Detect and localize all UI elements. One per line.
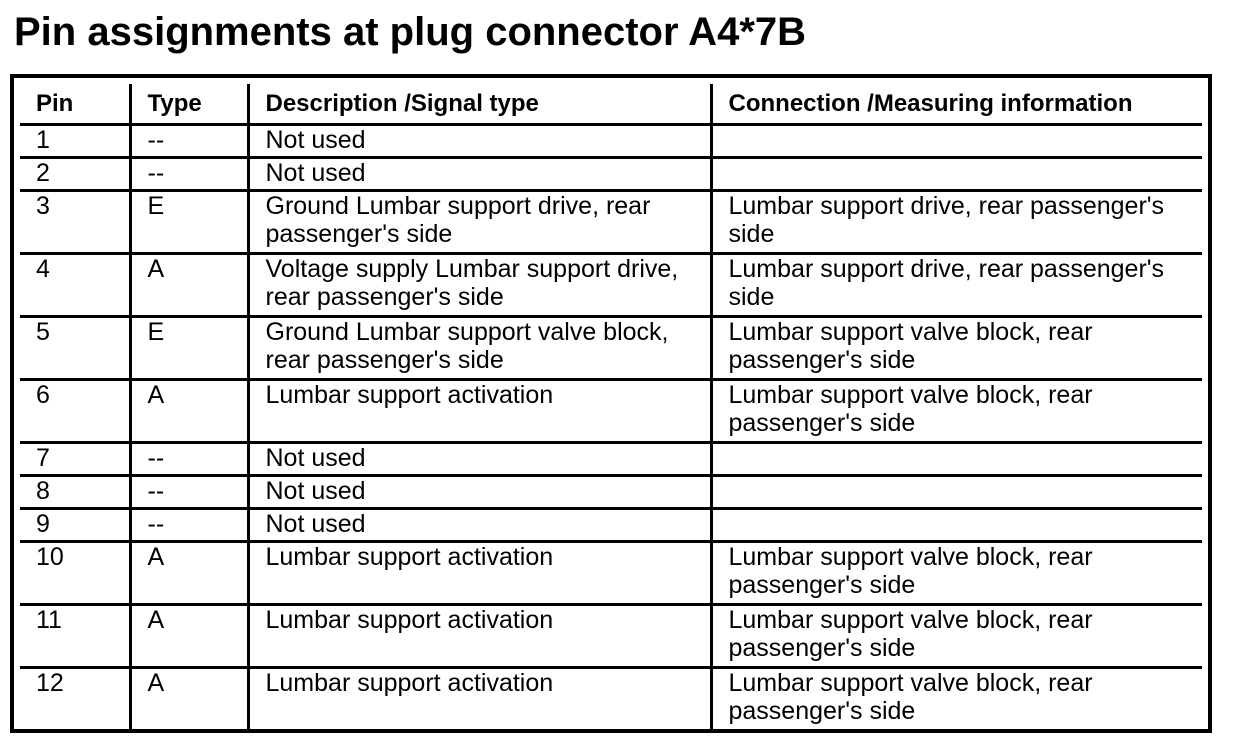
cell-pin: 8 — [20, 475, 130, 508]
cell-description: Voltage supply Lumbar support drive, rear passenger's side — [248, 253, 711, 316]
pin-table-frame — [10, 74, 1212, 733]
cell-type: E — [130, 190, 248, 253]
cell-connection: Lumbar support valve block, rear passenger's side — [711, 316, 1202, 379]
cell-type: A — [130, 253, 248, 316]
cell-pin: 11 — [20, 604, 130, 667]
cell-type: E — [130, 316, 248, 379]
cell-connection: Lumbar support valve block, rear passenger's side — [711, 541, 1202, 604]
cell-type: -- — [130, 442, 248, 475]
cell-description: Not used — [248, 124, 711, 157]
cell-pin: 3 — [20, 190, 130, 253]
cell-pin: 2 — [20, 157, 130, 190]
table-row — [20, 508, 1202, 541]
cell-connection: Lumbar support valve block, rear passenger's side — [711, 667, 1202, 730]
cell-connection — [711, 157, 1202, 190]
header-description: Description /Signal type — [248, 84, 711, 124]
table-row — [20, 667, 1202, 730]
cell-connection: Lumbar support drive, rear passenger's side — [711, 253, 1202, 316]
table-row — [20, 442, 1202, 475]
cell-type: A — [130, 379, 248, 442]
header-pin: Pin — [20, 84, 130, 124]
header-type: Type — [130, 84, 248, 124]
cell-type: -- — [130, 124, 248, 157]
cell-description: Lumbar support activation — [248, 541, 711, 604]
header-connection: Connection /Measuring information — [711, 84, 1202, 124]
table-row — [20, 475, 1202, 508]
cell-pin: 12 — [20, 667, 130, 730]
cell-description: Lumbar support activation — [248, 667, 711, 730]
cell-connection — [711, 508, 1202, 541]
cell-connection — [711, 442, 1202, 475]
cell-pin: 7 — [20, 442, 130, 475]
cell-type: A — [130, 604, 248, 667]
cell-connection: Lumbar support valve block, rear passenger's side — [711, 379, 1202, 442]
cell-description: Not used — [248, 508, 711, 541]
pin-assignment-table — [20, 84, 1202, 730]
table-row — [20, 604, 1202, 667]
table-row — [20, 379, 1202, 442]
cell-connection: Lumbar support drive, rear passenger's side — [711, 190, 1202, 253]
cell-type: -- — [130, 508, 248, 541]
page-title: Pin assignments at plug connector A4*7B — [14, 10, 807, 54]
cell-type: -- — [130, 157, 248, 190]
table-header-row — [20, 84, 1202, 124]
table-row — [20, 253, 1202, 316]
cell-type: A — [130, 667, 248, 730]
cell-connection — [711, 124, 1202, 157]
cell-pin: 10 — [20, 541, 130, 604]
cell-pin: 4 — [20, 253, 130, 316]
table-row — [20, 124, 1202, 157]
cell-connection — [711, 475, 1202, 508]
cell-description: Not used — [248, 475, 711, 508]
cell-description: Ground Lumbar support drive, rear passenger's side — [248, 190, 711, 253]
table-row — [20, 157, 1202, 190]
table-row — [20, 541, 1202, 604]
table-row — [20, 316, 1202, 379]
cell-type: A — [130, 541, 248, 604]
cell-pin: 9 — [20, 508, 130, 541]
cell-description: Ground Lumbar support valve block, rear passenger's side — [248, 316, 711, 379]
cell-connection: Lumbar support valve block, rear passenger's side — [711, 604, 1202, 667]
cell-type: -- — [130, 475, 248, 508]
cell-description: Not used — [248, 157, 711, 190]
table-row — [20, 190, 1202, 253]
cell-pin: 6 — [20, 379, 130, 442]
cell-description: Not used — [248, 442, 711, 475]
cell-pin: 1 — [20, 124, 130, 157]
cell-pin: 5 — [20, 316, 130, 379]
cell-description: Lumbar support activation — [248, 379, 711, 442]
cell-description: Lumbar support activation — [248, 604, 711, 667]
